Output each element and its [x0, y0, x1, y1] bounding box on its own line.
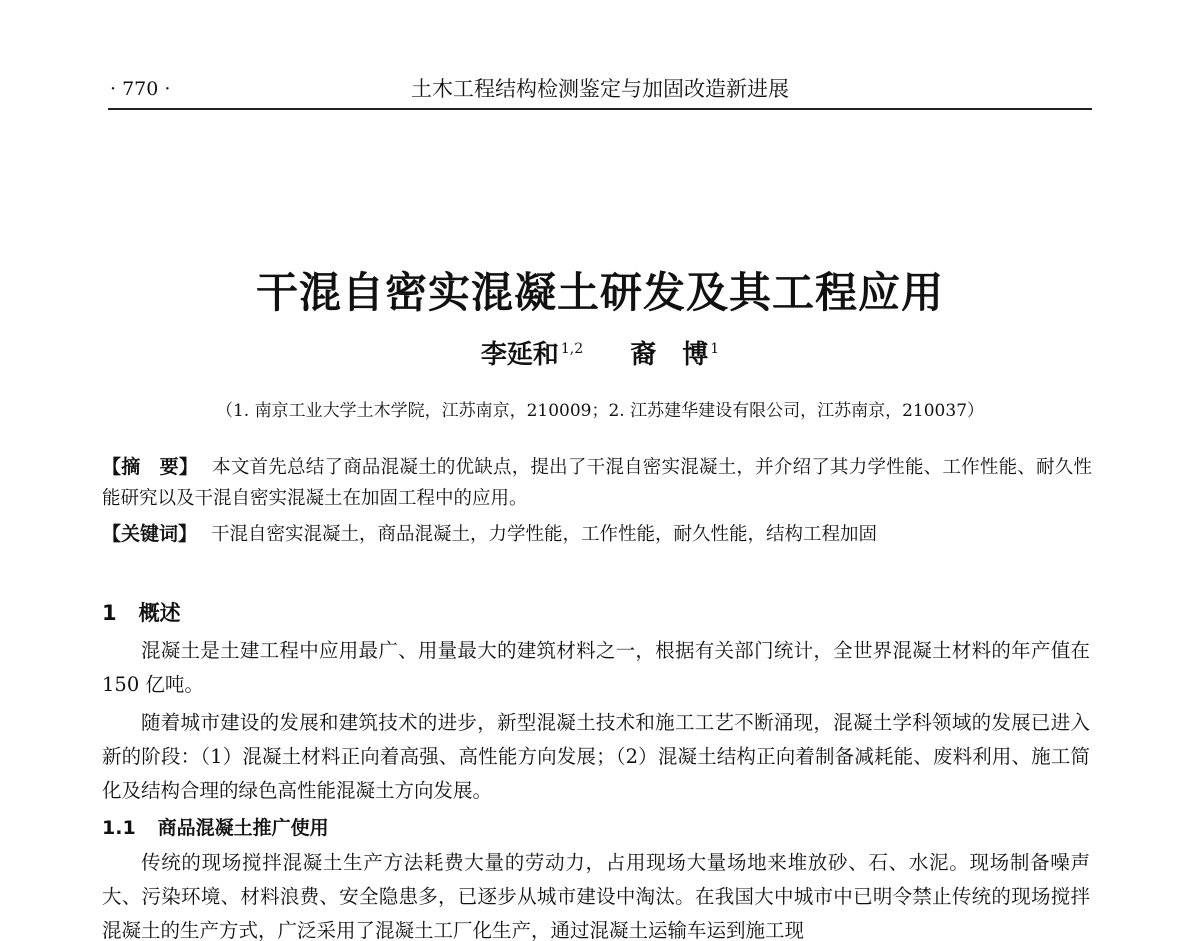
subsection-title: 商品混凝土推广使用: [157, 817, 329, 839]
author-li-yanhe: [481, 336, 583, 374]
author-line: [100, 336, 1100, 374]
subsection-heading: [102, 813, 329, 843]
paper-title: 干混自密实混凝土研发及其工程应用: [255, 268, 944, 317]
author-yi-bo: [630, 336, 719, 374]
keywords: [102, 519, 1092, 550]
author-name: 李延和: [480, 340, 559, 370]
header-rule: [108, 108, 1092, 110]
running-header: [110, 76, 1090, 106]
keywords-text: 干混自密实混凝土，商品混凝土，力学性能，工作性能，耐久性能，结构工程加固: [211, 524, 878, 545]
author-affiliation-mark: 1,2: [560, 341, 584, 358]
body-paragraph: 随着城市建设的发展和建筑技术的进步，新型混凝土技术和施工工艺不断涌现，混凝土学科领域的发展已进入新的阶段：（1）混凝土材料正向着高强、高性能方向发展；（2）混凝土结构正向着制备减耗能、废料利用、施工简化及结构合理的绿色高性能混凝土方向发展。: [102, 711, 1090, 802]
section-title: 概述: [138, 601, 181, 625]
subsection-number: 1.1: [102, 817, 136, 839]
page-number: · 770 ·: [110, 78, 171, 100]
abstract-label: 【摘 要】: [102, 456, 199, 478]
body-paragraph: 传统的现场搅拌混凝土生产方法耗费大量的劳动力，占用现场大量场地来堆放砂、石、水泥。现场制备噪声大、污染环境、材料浪费、安全隐患多，已逐步从城市建设中淘汰。在我国大中城市中已明令禁止传统的现场搅拌混凝土的生产方式，广泛采用了混凝土工厂化生产，通过混凝土运输车运到施工现: [102, 851, 1090, 941]
keywords-label: 【关键词】: [102, 523, 198, 545]
section-heading-overview: [102, 597, 181, 629]
section-number: 1: [102, 601, 117, 625]
author-name: 裔 博: [630, 340, 709, 370]
journal-title: 土木工程结构检测鉴定与加固改造新进展: [411, 77, 789, 101]
abstract: [102, 452, 1092, 514]
body-paragraph: 混凝土是土建工程中应用最广、用量最大的建筑材料之一，根据有关部门统计，全世界混凝土材料的年产值在 150 亿吨。: [102, 639, 1090, 696]
affiliations: （1. 南京工业大学土木学院，江苏南京，210009；2. 江苏建华建设有限公司，江苏南京，210037）: [215, 401, 985, 421]
author-affiliation-mark: 1: [710, 341, 720, 358]
abstract-text: 本文首先总结了商品混凝土的优缺点，提出了干混自密实混凝土，并介绍了其力学性能、工作性能、耐久性能研究以及干混自密实混凝土在加固工程中的应用。: [102, 457, 1092, 509]
